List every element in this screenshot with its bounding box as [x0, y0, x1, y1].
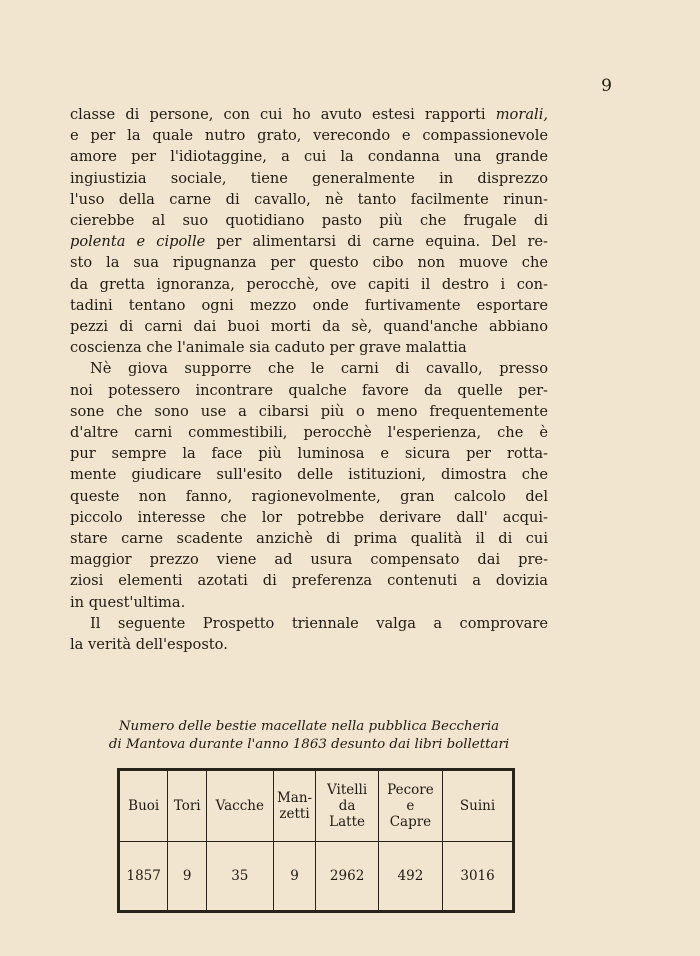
paragraph-1 [70, 104, 548, 358]
text-line: coscienza che l'animale sia caduto per grave malattia [70, 339, 467, 357]
statistics-table [117, 768, 515, 913]
header-cell: Man- zetti [273, 770, 316, 842]
table-cell: 9 [168, 842, 207, 912]
text-line: e per la quale nutro grato, verecondo e compassionevole [70, 127, 548, 145]
text-line: sto la sua ripugnanza per questo cibo non muove che [70, 254, 548, 272]
header-cell: Vitelli da Latte [316, 770, 378, 842]
text-line: mente giudicare sull'esito delle istituzioni, dimostra che [70, 466, 548, 484]
text-line: sone che sono use a cibarsi più o meno frequentemente [70, 402, 548, 420]
table-cell: 3016 [443, 842, 514, 912]
table-caption [70, 718, 548, 754]
text-line: cierebbe al suo quotidiano pasto più che frugale di [70, 212, 548, 230]
header-cell: Buoi [119, 770, 168, 842]
text-line: d'altre carni commestibili, perocchè l'esperienza, che è [70, 424, 548, 442]
header-cell: Tori [168, 770, 207, 842]
text-line: stare carne scadente anzichè di prima qualità il di cui [70, 530, 548, 548]
paragraph-2 [70, 358, 548, 612]
text-line: piccolo interesse che lor potrebbe derivare dall' acqui- [70, 508, 548, 526]
header-cell: Pecore e Capre [378, 770, 442, 842]
table-cell: 35 [207, 842, 274, 912]
text-line: ingiustizia sociale, tiene generalmente in disprezzo [70, 169, 548, 187]
table-cell: 2962 [316, 842, 378, 912]
header-cell: Suini [443, 770, 514, 842]
paragraph-3 [70, 613, 548, 655]
text-line: ziosi elementi azotati di preferenza contenuti a dovizia [70, 572, 548, 590]
statistics-table-wrapper [117, 768, 515, 910]
table-cell: 1857 [119, 842, 168, 912]
text-line: queste non fanno, ragionevolmente, gran calcolo del [70, 487, 548, 505]
table-cell: 492 [378, 842, 442, 912]
table-cell: 9 [273, 842, 316, 912]
text-line: in quest'ultima. [70, 593, 186, 611]
text-line: la verità dell'esposto. [70, 636, 228, 654]
text-line: amore per l'idiotaggine, a cui la condanna una grande [70, 148, 548, 166]
text-line: maggior prezzo viene ad usura compensato dai pre- [70, 551, 548, 569]
text-line: Il seguente Prospetto triennale valga a comprovare [90, 614, 548, 632]
caption-line: Numero delle bestie macellate nella pubblica Beccheria [118, 719, 500, 734]
text-line: l'uso della carne di cavallo, nè tanto facilmente rinun- [70, 190, 548, 208]
header-cell: Vacche [207, 770, 274, 842]
text-line: polenta e cipolle per alimentarsi di carne equina. Del re- [70, 233, 548, 251]
table-row [119, 842, 514, 912]
body-text [70, 104, 548, 655]
page-number: 9 [601, 76, 612, 96]
text-line: classe di persone, con cui ho avuto estesi rapporti morali, [70, 106, 548, 123]
table-header-row [119, 770, 514, 842]
text-line: pur sempre la face più luminosa e sicura per rotta- [70, 445, 548, 463]
caption-line: di Mantova durante l'anno 1863 desunto dai libri bollettari [108, 737, 510, 752]
text-line: pezzi di carni dai buoi morti da sè, quand'anche abbiano [70, 318, 548, 336]
text-line: noi potessero incontrare qualche favore da quelle per- [70, 381, 548, 399]
text-line: Nè giova supporre che le carni di cavallo, presso [90, 360, 548, 378]
text-line: da gretta ignoranza, perocchè, ove capiti il destro i con- [70, 275, 548, 293]
text-line: tadini tentano ogni mezzo onde furtivamente esportare [70, 296, 548, 314]
